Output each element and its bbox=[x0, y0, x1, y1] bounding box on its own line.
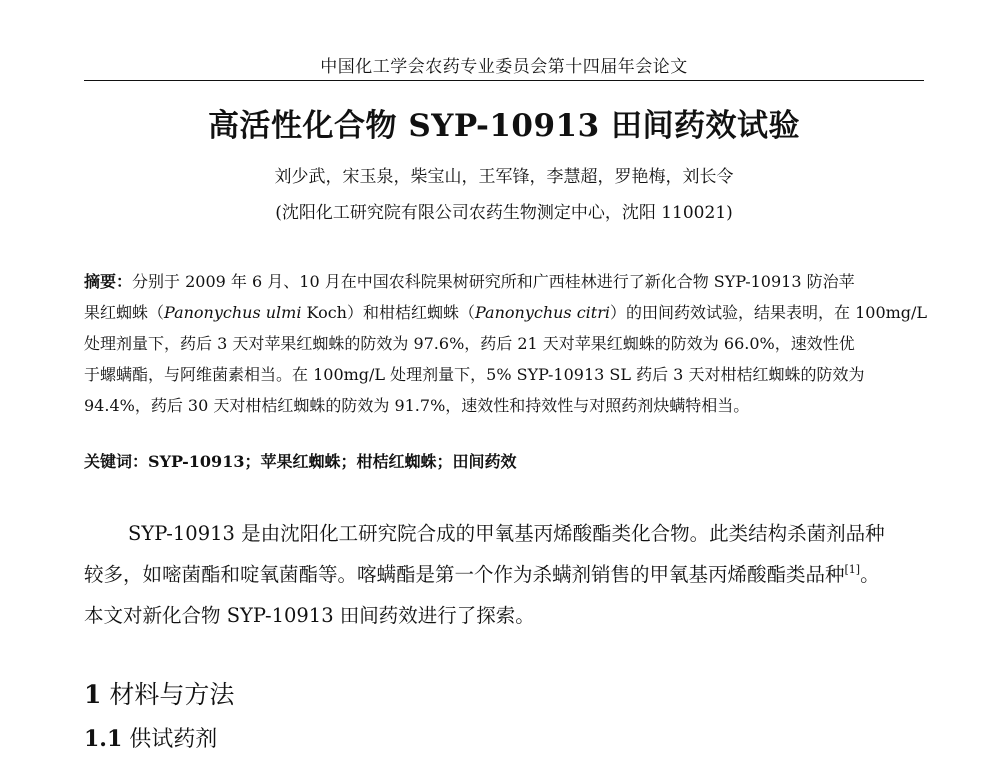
body-line: SYP-10913 是由沈阳化工研究院合成的甲氧基丙烯酸酯类化合物。此类结构杀菌剂品种 bbox=[128, 522, 885, 545]
conference-header: 中国化工学会农药专业委员会第十四届年会论文 bbox=[320, 57, 688, 77]
keywords-text: SYP-10913；苹果红蜘蛛；柑桔红蜘蛛；田间药效 bbox=[148, 452, 517, 471]
paper-title: 高活性化合物 SYP-10913 田间药效试验 bbox=[208, 108, 800, 144]
abstract-line bbox=[84, 297, 928, 328]
keywords-label: 关键词： bbox=[84, 452, 149, 471]
abstract-text: ）的田间药效试验，结果表明，在 100mg/L bbox=[610, 303, 928, 322]
abstract-text: Koch）和柑桔红蜘蛛（ bbox=[301, 303, 475, 322]
body-line: 本文对新化合物 SYP-10913 田间药效进行了探索。 bbox=[84, 604, 535, 627]
affiliation: (沈阳化工研究院有限公司农药生物测定中心，沈阳 110021) bbox=[275, 203, 733, 223]
abstract-label: 摘要： bbox=[84, 272, 133, 291]
species-name: Panonychus citri bbox=[474, 303, 610, 322]
body-text: 。 bbox=[860, 563, 880, 586]
keywords bbox=[84, 449, 924, 472]
abstract-text: 分别于 2009 年 6 月、10 月在中国农科院果树研究所和广西桂林进行了新化合物 SYP-10913 防治苹 bbox=[132, 272, 855, 291]
abstract-line bbox=[84, 266, 924, 297]
section-heading bbox=[84, 675, 234, 711]
citation-ref: [1] bbox=[844, 563, 861, 576]
section-number: 1 bbox=[84, 680, 102, 709]
abstract bbox=[84, 266, 928, 421]
subsection-heading bbox=[84, 722, 217, 753]
species-name: Panonychus ulmi bbox=[164, 303, 302, 322]
subsection-title: 供试药剂 bbox=[129, 727, 218, 752]
body-text: 较多，如嘧菌酯和啶氧菌酯等。喀螨酯是第一个作为杀螨剂销售的甲氧基丙烯酸酯类品种 bbox=[84, 563, 845, 586]
body-line bbox=[84, 554, 934, 595]
author-list: 刘少武，宋玉泉，柴宝山，王军锋，李慧超，罗艳梅，刘长令 bbox=[274, 167, 734, 187]
abstract-text: 果红蜘蛛（ bbox=[84, 303, 165, 322]
abstract-line: 处理剂量下，药后 3 天对苹果红蜘蛛的防效为 97.6%，药后 21 天对苹果红蜘蛛的防效为 66.0%，速效性优 bbox=[84, 334, 855, 353]
abstract-line: 于螺螨酯，与阿维菌素相当。在 100mg/L 处理剂量下，5% SYP-10913 SL 药后 3 天对柑桔红蜘蛛的防效为 bbox=[84, 365, 865, 384]
header-rule bbox=[84, 80, 924, 81]
intro-paragraph bbox=[84, 513, 934, 636]
subsection-number: 1.1 bbox=[84, 726, 123, 752]
section-title: 材料与方法 bbox=[109, 680, 235, 709]
abstract-line: 94.4%，药后 30 天对柑桔红蜘蛛的防效为 91.7%，速效性和持效性与对照药剂炔螨特相当。 bbox=[84, 396, 750, 415]
